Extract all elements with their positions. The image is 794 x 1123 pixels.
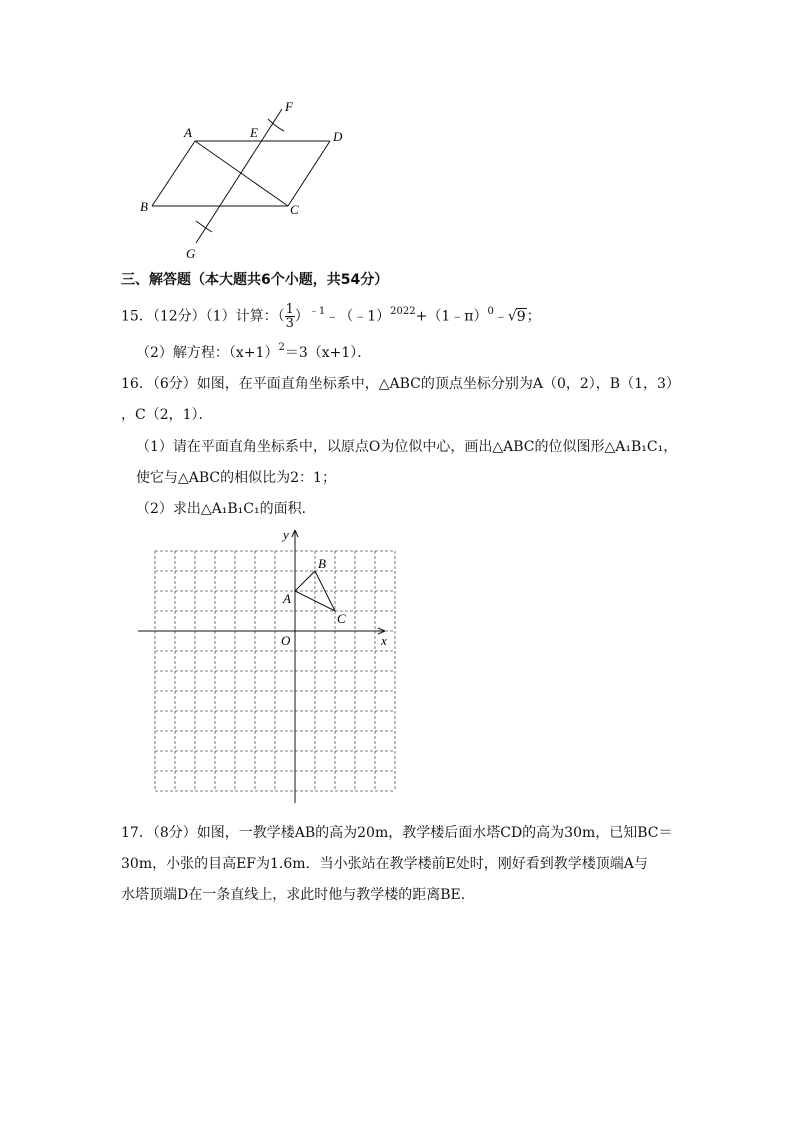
label-y: y (283, 527, 289, 542)
line-fg (196, 109, 282, 243)
label-f: F (285, 99, 293, 114)
fraction-numerator: 1 (285, 302, 294, 317)
label-point-b: B (318, 556, 326, 571)
arc-mark-f (268, 119, 284, 131)
question-16-line2: ，C（2，1）． (121, 407, 213, 423)
sqrt-value: 9 (516, 308, 526, 325)
exponent-neg-one: ﹣1 (308, 305, 326, 317)
question-16-line1 (121, 373, 680, 393)
equation-left: （2）解方程：（x+1） (136, 345, 279, 361)
question-17-line1 (121, 822, 673, 842)
equation-exponent: 2 (278, 342, 285, 353)
minus-sign: ﹣ (493, 308, 508, 325)
side-dc (288, 141, 330, 206)
side-ab (152, 141, 195, 206)
exponent-2022: 2022 (390, 305, 416, 317)
question-text: 如图，在平面直角坐标系中，△ABC的顶点坐标分别为A（0，2），B（1，3） (196, 376, 680, 392)
label-origin: O (281, 633, 291, 648)
question-17-line2: 30m，小张的目高EF为1.6m．当小张站在教学楼前E处时，刚好看到教学楼顶端A与 (121, 856, 648, 872)
grid-lines (155, 551, 395, 791)
paren-close: ） (294, 308, 309, 325)
question-score: （6分） (152, 376, 197, 392)
semicolon: ； (526, 308, 541, 325)
question-text: 如图，一教学楼AB的高为20m，教学楼后面水塔CD的高为30m，已知BC＝ (196, 825, 673, 841)
label-d: D (333, 129, 343, 144)
minus-neg-one: ﹣（﹣1） (325, 308, 391, 325)
fraction-denominator: 3 (285, 316, 294, 331)
question-number: 17． (121, 825, 153, 841)
question-number: 15． (121, 308, 153, 325)
label-x: x (381, 633, 387, 648)
question-score: （12分） (152, 308, 206, 325)
question-17-line3: 水塔顶端D在一条直线上，求此时他与教学楼的距离BE． (121, 887, 475, 903)
question-16-part1-line1: （1）请在平面直角坐标系中，以原点O为位似中心，画出△ABC的位似图形△A₁B₁C₁， (136, 439, 678, 455)
section-heading: 三、解答题（本大题共6个小题，共54分） (121, 272, 389, 288)
fraction (285, 303, 295, 330)
question-number: 16． (121, 376, 153, 392)
diagonal-ac (195, 141, 288, 206)
label-point-c: C (337, 611, 346, 626)
label-b: B (140, 199, 148, 214)
label-e: E (250, 125, 258, 140)
question-score: （8分） (152, 825, 197, 841)
question-15-part2 (136, 342, 371, 362)
parallelogram-figure (130, 95, 370, 265)
calc-prefix: （1）计算：（ (205, 308, 285, 325)
label-c: C (290, 202, 299, 217)
label-point-a: A (283, 591, 291, 606)
coordinate-grid-figure (130, 525, 400, 810)
question-16-part2: （2）求出△A₁B₁C₁的面积． (136, 501, 316, 517)
question-15-part1 (121, 303, 541, 330)
plus-one-minus-pi: +（1﹣π） (415, 308, 488, 325)
sqrt-icon: √ (507, 308, 517, 325)
label-a: A (184, 125, 192, 140)
equation-right: ＝3（x+1）． (284, 345, 372, 361)
label-g: G (186, 246, 196, 261)
question-16-part1-line2: 使它与△ABC的相似比为2：1； (136, 470, 336, 486)
exponent-zero: 0 (487, 305, 494, 317)
